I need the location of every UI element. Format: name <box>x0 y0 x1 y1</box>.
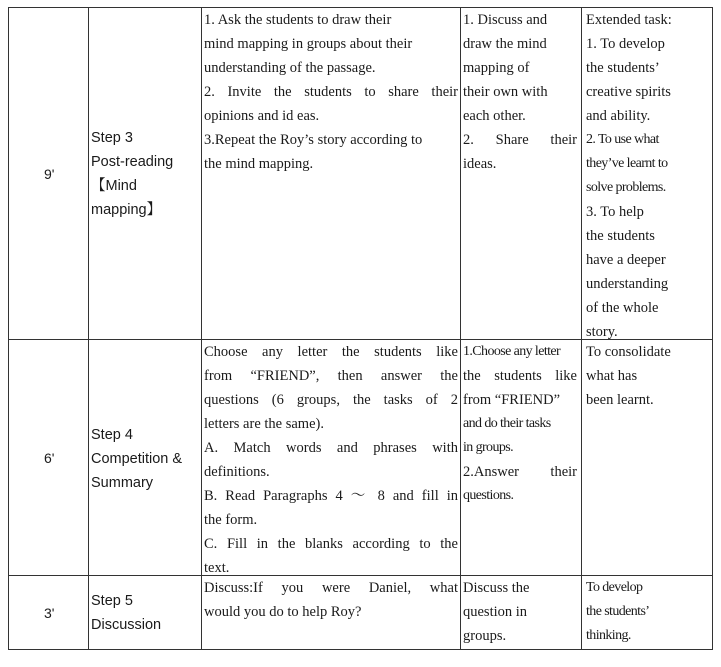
students-activity-line: 2.Answer their <box>463 464 577 480</box>
teacher-activity-line: A. Match words and phrases with <box>204 440 458 456</box>
step-line: Step 4 <box>91 427 133 443</box>
step-line: Discussion <box>91 617 162 633</box>
purpose-line: Extended task: <box>586 12 672 28</box>
students-activity-line: 2. Share their <box>463 132 577 148</box>
teacher-activity-line: 1. Ask the students to draw their <box>204 12 392 28</box>
students-activity-line: the students like <box>463 368 577 384</box>
students-activity-line: mapping of <box>463 60 530 76</box>
purpose-line: solve problems. <box>586 180 666 195</box>
teacher-activity-line: text. <box>204 560 230 576</box>
column-divider <box>88 7 89 650</box>
table-border-bottom <box>8 649 713 650</box>
purpose-line: the students <box>586 228 655 244</box>
teacher-activity-line: 2. Invite the students to share their <box>204 84 458 100</box>
step-line: Post-reading <box>91 154 174 170</box>
students-activity-line: ideas. <box>463 156 497 172</box>
time-text: 6' <box>44 450 55 466</box>
teacher-activity-line: mind mapping in groups about their <box>204 36 413 52</box>
students-activity-line: 1. Discuss and <box>463 12 548 28</box>
time-text: 9' <box>44 166 55 182</box>
purpose-line: what has <box>586 368 638 384</box>
purpose-line: 3. To help <box>586 204 644 220</box>
students-activity-line: Discuss the <box>463 580 530 596</box>
purpose-line: they’ve learnt to <box>586 156 668 171</box>
time-text: 3' <box>44 605 55 621</box>
purpose-line: To develop <box>586 580 643 595</box>
purpose-line: the students’ <box>586 60 660 76</box>
step-line: Step 5 <box>91 593 133 609</box>
step-line: 【Mind <box>91 178 137 194</box>
purpose-line: thinking. <box>586 628 631 643</box>
teacher-activity-line: B. Read Paragraphs 4 ～ 8 and fill in <box>204 488 458 504</box>
step-line: Step 3 <box>91 130 133 146</box>
teacher-activity-line: would you do to help Roy? <box>204 604 362 620</box>
purpose-line: have a deeper <box>586 252 666 268</box>
step-line: Competition & <box>91 451 183 467</box>
students-activity-line: from “FRIEND” <box>463 392 561 408</box>
students-activity-line: questions. <box>463 488 514 503</box>
step-line: Summary <box>91 475 154 491</box>
purpose-line: the students’ <box>586 604 650 619</box>
teacher-activity-line: opinions and id eas. <box>204 108 320 124</box>
students-activity-line: their own with <box>463 84 548 100</box>
purpose-line: and ability. <box>586 108 651 124</box>
purpose-line: understanding <box>586 276 669 292</box>
students-activity-line: question in <box>463 604 528 620</box>
teacher-activity-line: 3.Repeat the Roy’s story according to <box>204 132 423 148</box>
students-activity-line: draw the mind <box>463 36 547 52</box>
column-divider <box>201 7 202 650</box>
table-border-right <box>712 7 713 650</box>
purpose-line: To consolidate <box>586 344 671 360</box>
purpose-line: been learnt. <box>586 392 654 408</box>
purpose-line: 2. To use what <box>586 132 659 147</box>
purpose-line: story. <box>586 324 618 340</box>
table-border-left <box>8 7 9 650</box>
students-activity-line: each other. <box>463 108 526 124</box>
teacher-activity-line: letters are the same). <box>204 416 324 432</box>
teacher-activity-line: definitions. <box>204 464 270 480</box>
students-activity-line: 1.Choose any letter <box>463 344 561 359</box>
students-activity-line: and do their tasks <box>463 416 551 431</box>
purpose-line: 1. To develop <box>586 36 665 52</box>
column-divider <box>460 7 461 650</box>
teacher-activity-line: C. Fill in the blanks according to the <box>204 536 458 552</box>
step-line: mapping】 <box>91 202 162 218</box>
students-activity-line: groups. <box>463 628 507 644</box>
teacher-activity-line: Discuss:If you were Daniel, what <box>204 580 458 596</box>
teacher-activity-line: understanding of the passage. <box>204 60 376 76</box>
teacher-activity-line: from “FRIEND”, then answer the <box>204 368 458 384</box>
purpose-line: of the whole <box>586 300 659 316</box>
teacher-activity-line: the form. <box>204 512 258 528</box>
purpose-line: creative spirits <box>586 84 671 100</box>
teacher-activity-line: the mind mapping. <box>204 156 314 172</box>
teacher-activity-line: questions (6 groups, the tasks of 2 <box>204 392 458 408</box>
teacher-activity-line: Choose any letter the students like <box>204 344 458 360</box>
students-activity-line: in groups. <box>463 440 514 455</box>
column-divider <box>581 7 582 650</box>
